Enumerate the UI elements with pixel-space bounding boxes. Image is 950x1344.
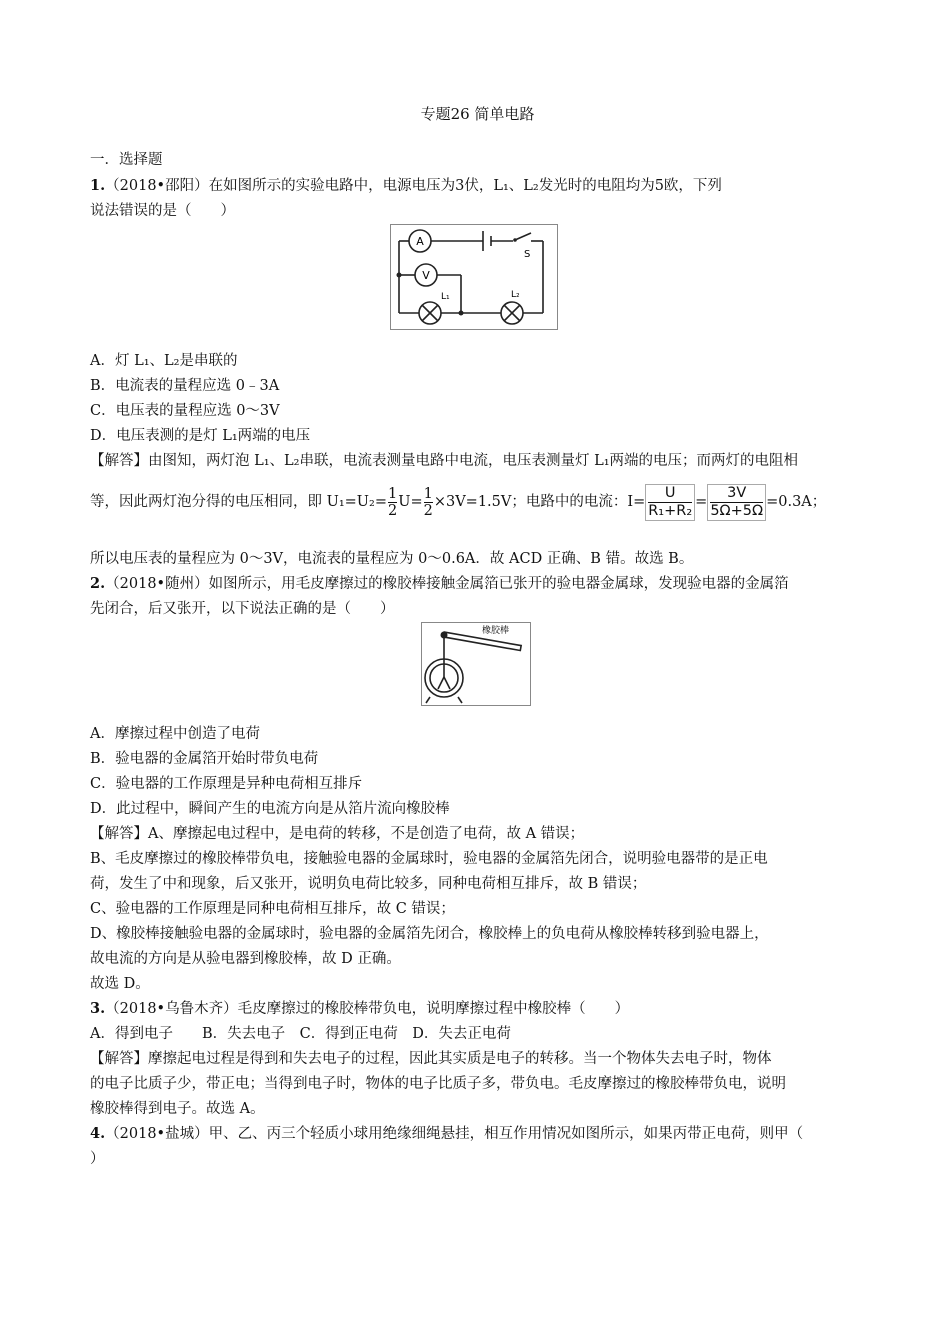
switch-label: S — [524, 249, 531, 260]
section-heading: 一．选择题 — [90, 152, 163, 168]
q2-option-a: A．摩擦过程中创造了电荷 — [90, 726, 260, 742]
q2-answer-line: 【解答】A、摩擦起电过程中，是电荷的转移，不是创造了电荷，故 A 错误； — [90, 826, 585, 842]
question-4-stem — [90, 1124, 803, 1144]
q2-answer-line: B、毛皮摩擦过的橡胶棒带负电，接触验电器的金属球时，验电器的金属箔先闭合，说明验电器带的是正电 — [90, 851, 768, 867]
ammeter-label: A — [416, 235, 424, 248]
lamp1-label: L₁ — [441, 292, 450, 302]
q1-option-a: A．灯 L₁、L₂是串联的 — [90, 353, 238, 369]
voltmeter-label: V — [422, 269, 430, 282]
electroscope-drawing — [422, 623, 530, 705]
question-text: （2018•乌鲁木齐）毛皮摩擦过的橡胶棒带负电，说明摩擦过程中橡胶棒（ ） — [105, 1001, 630, 1017]
q1-answer-conclusion: 所以电压表的量程应为 0～3V，电流表的量程应为 0～0.6A．故 ACD 正确、B 错。故选 B。 — [90, 551, 694, 567]
fraction-half: $\frac{1}{2}$ — [387, 485, 398, 519]
question-1-stem-cont: 说法错误的是（ ） — [90, 203, 235, 219]
question-2-stem-cont: 先闭合，后又张开，以下说法正确的是（ ） — [90, 601, 395, 617]
q3-options: A．得到电子 B．失去电子 C．得到正电荷 D．失去正电荷 — [90, 1026, 511, 1042]
question-text: （2018•随州）如图所示，用毛皮摩擦过的橡胶棒接触金属箔已张开的验电器金属球，发现验电器的金属箔 — [105, 576, 789, 592]
q1-option-d: D．电压表测的是灯 L₁两端的电压 — [90, 428, 311, 444]
q3-answer-line: 橡胶棒得到电子。故选 A。 — [90, 1101, 265, 1117]
q2-answer-line: 故电流的方向是从验电器到橡胶棒，故 D 正确。 — [90, 951, 401, 967]
fraction-half: $\frac{1}{2}$ — [423, 485, 433, 519]
question-3-stem — [90, 999, 629, 1019]
rubber-rod-label: 橡胶棒 — [482, 626, 510, 636]
question-number: 3. — [90, 1000, 106, 1017]
circuit-diagram — [390, 224, 558, 330]
question-1-stem — [90, 176, 722, 196]
fraction-current-values: $\frac{3V}{5\Omega+5\Omega}$ — [707, 484, 766, 521]
lamp2-label: L₂ — [511, 290, 520, 300]
question-text: （2018•盐城）甲、乙、丙三个轻质小球用绝缘细绳悬挂，相互作用情况如图所示，如果丙带正电荷，则甲（ — [105, 1126, 804, 1142]
fraction-current-formula: $\frac{U}{\text{R₁+R₂}}$ — [645, 484, 695, 521]
q2-answer-line: 荷，发生了中和现象，后又张开，说明负电荷比较多，同种电荷相互排斥，故 B 错误； — [90, 876, 647, 892]
q2-answer-line: D、橡胶棒接触验电器的金属球时，验电器的金属箔先闭合，橡胶棒上的负电荷从橡胶棒转移到验电器上， — [90, 926, 769, 942]
question-number: 4. — [90, 1125, 106, 1142]
q2-option-b: B．验电器的金属箔开始时带负电荷 — [90, 751, 319, 767]
electroscope-diagram — [421, 622, 531, 706]
q2-option-c: C．验电器的工作原理是异种电荷相互排斥 — [90, 776, 363, 792]
question-number: 2. — [90, 575, 106, 592]
q1-option-c: C．电压表的量程应选 0～3V — [90, 403, 280, 419]
q2-answer-line: C、验电器的工作原理是同种电荷相互排斥，故 C 错误； — [90, 901, 455, 917]
q2-option-d: D．此过程中，瞬间产生的电流方向是从箔片流向橡胶棒 — [90, 801, 450, 817]
question-2-stem — [90, 574, 789, 594]
q1-answer-text: 等，因此两灯泡分得的电压相同，即 U₁=U₂= — [90, 494, 387, 510]
q2-answer-line: 故选 D。 — [90, 976, 150, 992]
q1-option-b: B．电流表的量程应选 0﹣3A — [90, 378, 280, 394]
question-number: 1. — [90, 177, 106, 194]
circuit-drawing — [391, 225, 557, 329]
q3-answer-line: 的电子比质子少，带正电；当得到电子时，物体的电子比质子多，带负电。毛皮摩擦过的橡胶棒带负电，说明 — [90, 1076, 786, 1092]
q1-answer-line: 【解答】由图知，两灯泡 L₁、L₂串联，电流表测量电路中电流，电压表测量灯 L₁两端的电压；而两灯的电阻相 — [90, 453, 799, 469]
question-4-stem-cont: ） — [90, 1151, 105, 1167]
q3-answer-line: 【解答】摩擦起电过程是得到和失去电子的过程，因此其实质是电子的转移。当一个物体失去电子时，物体 — [90, 1051, 772, 1067]
question-text: （2018•邵阳）在如图所示的实验电路中，电源电压为3伏，L₁、L₂发光时的电阻均为5欧，下列 — [105, 178, 722, 194]
page-title: 专题26 简单电路 — [420, 105, 535, 123]
q1-answer-formula-line: 等，因此两灯泡分得的电压相同，即 U₁=U₂= $\frac{1}{2}$ U= $\frac{1}{2}$ ×3V=1.5V；电路中的电流：I= $\frac{U}{\text{R₁+R₂}}$ = $\frac{3V}{5\Omega+5\Omega}$ =0.3A； — [90, 484, 827, 519]
